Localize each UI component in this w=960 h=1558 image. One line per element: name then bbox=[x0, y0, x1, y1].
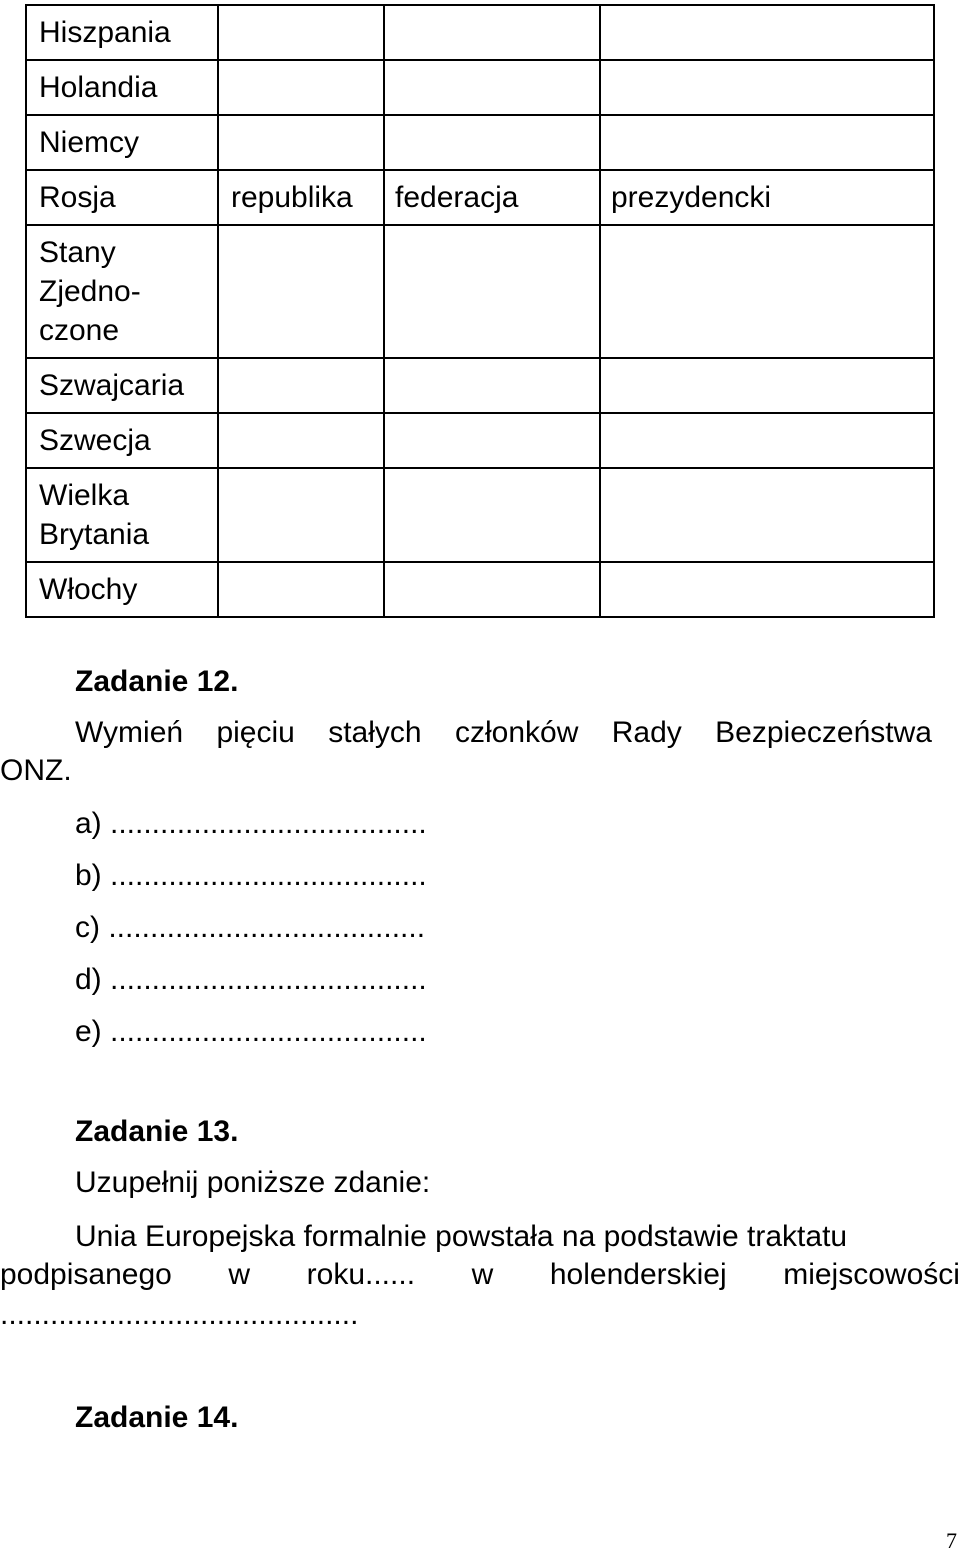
table-cell-c2 bbox=[384, 413, 600, 468]
country-name-cell bbox=[26, 115, 218, 170]
country-name: Wielka bbox=[39, 479, 130, 512]
table-cell-c1 bbox=[218, 225, 384, 358]
table-cell-c1 bbox=[218, 115, 384, 170]
task-13-sentence-line3: ........................................... bbox=[0, 1298, 359, 1331]
task-13-heading: Zadanie 13. bbox=[75, 1115, 239, 1148]
country-name-cell bbox=[26, 5, 218, 60]
table-cell-c1 bbox=[218, 468, 384, 562]
task-13-sentence-line1: Unia Europejska formalnie powstała na podstawie traktatu bbox=[75, 1220, 848, 1253]
table-cell-c3 bbox=[600, 225, 934, 358]
table-cell-c2: federacja bbox=[384, 170, 600, 225]
table-row bbox=[26, 562, 934, 617]
country-name: Szwajcaria bbox=[39, 369, 185, 402]
country-name: Brytania bbox=[39, 518, 150, 551]
table-cell-c1 bbox=[218, 5, 384, 60]
table-cell-c1 bbox=[218, 413, 384, 468]
word: Bezpieczeństwa bbox=[715, 716, 932, 749]
countries-table bbox=[25, 4, 935, 618]
country-name: Stany bbox=[39, 236, 116, 269]
word: stałych bbox=[328, 716, 422, 749]
country-name: Rosja bbox=[39, 181, 116, 214]
word: Wymień bbox=[75, 716, 184, 749]
country-name-cell bbox=[26, 170, 218, 225]
country-name-cell bbox=[26, 358, 218, 413]
country-name: Zjedno- bbox=[39, 275, 141, 308]
task-13-sentence-line2 bbox=[0, 1256, 960, 1294]
word: w bbox=[471, 1258, 494, 1291]
table-cell-c2 bbox=[384, 562, 600, 617]
country-name: Włochy bbox=[39, 573, 138, 606]
word: w bbox=[228, 1258, 251, 1291]
country-name: Holandia bbox=[39, 71, 158, 104]
country-name: czone bbox=[39, 314, 120, 347]
table-cell-c3 bbox=[600, 358, 934, 413]
answer-line-c: c) ...................................... bbox=[75, 911, 426, 944]
answer-line-b: b) ...................................... bbox=[75, 859, 427, 892]
table-cell-c3: prezydencki bbox=[600, 170, 934, 225]
word: holenderskiej bbox=[549, 1258, 727, 1291]
table-cell-c2 bbox=[384, 5, 600, 60]
task-13-instruction: Uzupełnij poniższe zdanie: bbox=[75, 1166, 431, 1199]
word: Rady bbox=[611, 716, 682, 749]
word: pięciu bbox=[216, 716, 295, 749]
country-name-cell bbox=[26, 413, 218, 468]
word: roku...... bbox=[306, 1258, 416, 1291]
table-row bbox=[26, 468, 934, 562]
task-14-heading: Zadanie 14. bbox=[75, 1401, 239, 1434]
table-cell-c2 bbox=[384, 115, 600, 170]
table-cell-c3 bbox=[600, 60, 934, 115]
table-cell-c3 bbox=[600, 562, 934, 617]
table-cell-c1 bbox=[218, 562, 384, 617]
table-row bbox=[26, 170, 934, 225]
word: miejscowości bbox=[783, 1258, 960, 1291]
country-name-cell bbox=[26, 468, 218, 562]
table-cell-c1: republika bbox=[218, 170, 384, 225]
table-cell-c2 bbox=[384, 358, 600, 413]
table-cell-c2 bbox=[384, 468, 600, 562]
table-cell-c3 bbox=[600, 468, 934, 562]
table-row bbox=[26, 358, 934, 413]
task-12-prompt-line2: ONZ. bbox=[0, 754, 72, 787]
task-12-prompt-line1 bbox=[75, 714, 932, 752]
table-row bbox=[26, 413, 934, 468]
table-row bbox=[26, 225, 934, 358]
page-number: 7 bbox=[946, 1528, 957, 1553]
table-cell-c1 bbox=[218, 358, 384, 413]
word: członków bbox=[454, 716, 579, 749]
country-name-cell bbox=[26, 60, 218, 115]
country-name: Szwecja bbox=[39, 424, 151, 457]
country-name: Hiszpania bbox=[39, 16, 171, 49]
word: podpisanego bbox=[0, 1258, 172, 1291]
answer-line-a: a) ...................................... bbox=[75, 807, 427, 840]
country-name: Niemcy bbox=[39, 126, 140, 159]
table-cell-c1 bbox=[218, 60, 384, 115]
table-row bbox=[26, 60, 934, 115]
table-cell-c3 bbox=[600, 115, 934, 170]
country-name-cell bbox=[26, 562, 218, 617]
country-name-cell bbox=[26, 225, 218, 358]
table-cell-c2 bbox=[384, 60, 600, 115]
answer-line-d: d) ...................................... bbox=[75, 963, 427, 996]
table-cell-c2 bbox=[384, 225, 600, 358]
table-row bbox=[26, 5, 934, 60]
table-cell-c3 bbox=[600, 5, 934, 60]
table-cell-c3 bbox=[600, 413, 934, 468]
table-row bbox=[26, 115, 934, 170]
answer-line-e: e) ...................................... bbox=[75, 1015, 427, 1048]
task-12-heading: Zadanie 12. bbox=[75, 665, 239, 698]
